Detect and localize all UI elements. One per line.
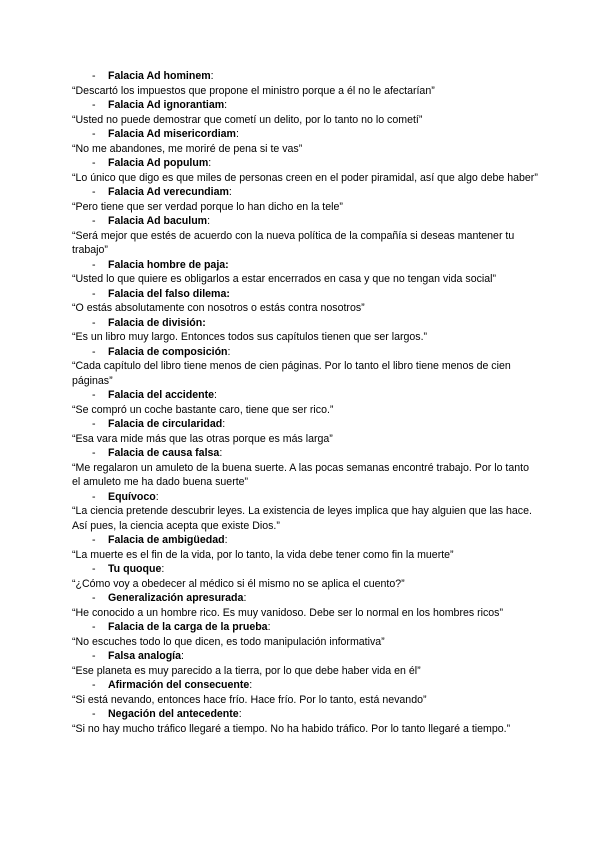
fallacy-entry [72,185,538,214]
fallacy-term: Falacia de composición [108,345,228,358]
term-colon: : [267,621,271,633]
fallacy-example: “¿Cómo voy a obedecer al médico si él mismo no se aplica el cuento?” [72,577,405,590]
dash-bullet: - [92,186,96,198]
fallacy-term-line [72,649,538,664]
term-colon: : [181,650,184,662]
fallacy-example: “Esa vara mide más que las otras porque es más larga” [72,432,333,445]
fallacy-term-line [72,533,538,548]
fallacy-term: Falacia de la carga de la prueba [108,621,268,633]
fallacy-entry [72,562,538,591]
fallacy-example: “Ese planeta es muy parecido a la tierra, por lo que debe haber vida en él” [72,664,421,677]
dash-bullet: - [92,650,96,662]
fallacy-term: Negación del antecedente [108,708,239,720]
term-colon: : [228,186,232,198]
term-colon: : [224,534,228,546]
fallacy-entry [72,345,538,389]
dash-bullet: - [92,418,96,430]
fallacy-entry [72,316,538,345]
fallacy-term: Falacia Ad ignorantiam [108,99,225,111]
fallacy-term-line [72,562,538,577]
fallacy-example: “La muerte es el fin de la vida, por lo tanto, la vida debe tener como fin la muerte” [72,548,454,561]
fallacy-term-line [72,214,538,229]
fallacy-term: Falacia de ambigüedad [108,534,225,546]
dash-bullet: - [92,592,96,604]
dash-bullet: - [92,345,96,358]
fallacy-example: “Usted no puede demostrar que cometí un delito, por lo tanto no lo cometí” [72,113,423,126]
fallacy-entry [72,287,538,316]
fallacy-term-line [72,707,538,722]
fallacy-example: “No escuches todo lo que dicen, es todo manipulación informativa” [72,635,385,648]
fallacy-term-line [72,185,538,200]
fallacy-entry [72,446,538,490]
fallacy-term-line [72,156,538,171]
fallacy-example: “Me regalaron un amuleto de la buena suerte. A las pocas semanas encontré trabajo. Por lo tanto el amuleto me ha dado buena suerte” [72,461,529,488]
fallacy-term: Tu quoque [108,563,162,575]
fallacy-example: “Usted lo que quiere es obligarlos a estar encerrados en casa y que no tengan vida social” [72,273,497,285]
fallacy-list [72,69,538,736]
term-colon: : [249,679,253,691]
dash-bullet: - [92,389,96,401]
fallacy-entry [72,214,538,258]
fallacy-term: Equívoco [108,490,156,503]
fallacy-term-line [72,490,538,505]
fallacy-term-line [72,417,538,432]
fallacy-example: “Se compró un coche bastante caro, tiene que ser rico.” [72,403,334,416]
dash-bullet: - [92,316,96,329]
dash-bullet: - [92,157,96,169]
dash-bullet: - [92,258,96,271]
dash-bullet: - [92,447,96,459]
fallacy-term-line [72,127,538,142]
fallacy-example: “He conocido a un hombre rico. Es muy vanidoso. Debe ser lo normal en los hombres ricos” [72,606,504,619]
dash-bullet: - [92,679,96,691]
fallacy-example: “Si no hay mucho tráfico llegaré a tiempo. No ha habido tráfico. Por lo tanto llegaré a tiempo.” [72,722,511,735]
dash-bullet: - [92,621,96,633]
fallacy-example: “Cada capítulo del libro tiene menos de cien páginas. Por lo tanto el libro tiene menos de cien páginas” [72,360,511,387]
fallacy-term: Generalización apresurada [108,592,244,604]
term-colon: : [235,128,239,140]
fallacy-term-line [72,258,538,273]
term-colon: : [219,447,223,459]
fallacy-entry [72,649,538,678]
fallacy-term: Falacia de causa falsa [108,447,220,459]
fallacy-term: Falacia hombre de paja: [108,258,229,271]
fallacy-example: “Lo único que digo es que miles de personas creen en el poder piramidal, así que algo debe haber” [72,171,538,184]
term-colon: : [238,708,242,720]
fallacy-term-line [72,388,538,403]
fallacy-term-line [72,446,538,461]
fallacy-example: “O estás absolutamente con nosotros o estás contra nosotros” [72,302,365,314]
term-colon: : [214,389,217,401]
fallacy-entry [72,156,538,185]
fallacy-term: Falacia del accidente [108,389,214,401]
fallacy-term: Falacia de división: [108,316,206,329]
fallacy-term-line [72,620,538,635]
fallacy-term-line [72,591,538,606]
fallacy-entry [72,490,538,534]
fallacy-example: “No me abandones, me moriré de pena si te vas” [72,142,303,155]
fallacy-term-line [72,287,538,302]
fallacy-term: Falacia Ad verecundiam [108,186,229,198]
fallacy-term: Falacia Ad baculum [108,215,208,227]
fallacy-term: Falacia Ad misericordiam [108,128,236,140]
fallacy-term: Afirmación del consecuente [108,679,250,691]
fallacy-entry [72,258,538,287]
term-colon: : [155,490,159,503]
fallacy-entry [72,69,538,98]
term-colon: : [227,345,231,358]
fallacy-entry [72,417,538,446]
term-colon: : [222,418,226,430]
fallacy-entry [72,620,538,649]
fallacy-example: “Es un libro muy largo. Entonces todos sus capítulos tienen que ser largos.” [72,331,428,343]
fallacy-term-line [72,316,538,331]
fallacy-term: Falacia Ad populum [108,157,209,169]
fallacy-example: “Si está nevando, entonces hace frío. Hace frío. Por lo tanto, está nevando” [72,693,427,706]
fallacy-term-line [72,69,538,84]
fallacy-example: “Pero tiene que ser verdad porque lo han dicho en la tele” [72,200,343,213]
fallacy-term-line [72,98,538,113]
fallacy-example: “Descartó los impuestos que propone el ministro porque a él no le afectarían” [72,84,435,97]
fallacy-term: Falacia de circularidad [108,418,223,430]
fallacy-entry [72,98,538,127]
dash-bullet: - [92,215,96,227]
fallacy-term: Falsa analogía [108,650,182,662]
dash-bullet: - [92,708,96,720]
term-colon: : [208,157,212,169]
term-colon: : [207,215,211,227]
term-colon: : [243,592,247,604]
fallacy-term-line [72,345,538,360]
fallacy-entry [72,388,538,417]
fallacy-entry [72,127,538,156]
fallacy-term-line [72,678,538,693]
dash-bullet: - [92,70,96,82]
fallacy-term: Falacia del falso dilema: [108,287,230,300]
term-colon: : [210,70,214,82]
fallacy-example: “La ciencia pretende descubrir leyes. La existencia de leyes implica que hay alguien que las hace. Así pues, la ciencia acepta que existe Dios.” [72,505,532,532]
fallacy-example: “Será mejor que estés de acuerdo con la nueva política de la compañía si deseas mantener tu trabajo” [72,229,515,256]
fallacy-entry [72,678,538,707]
dash-bullet: - [92,563,96,575]
dash-bullet: - [92,128,96,140]
fallacy-entry [72,591,538,620]
fallacy-entry [72,533,538,562]
dash-bullet: - [92,99,96,111]
dash-bullet: - [92,287,96,300]
dash-bullet: - [92,534,96,546]
fallacy-term: Falacia Ad hominem [108,70,211,82]
fallacy-entry [72,707,538,736]
dash-bullet: - [92,490,96,503]
term-colon: : [224,99,228,111]
term-colon: : [161,563,165,575]
